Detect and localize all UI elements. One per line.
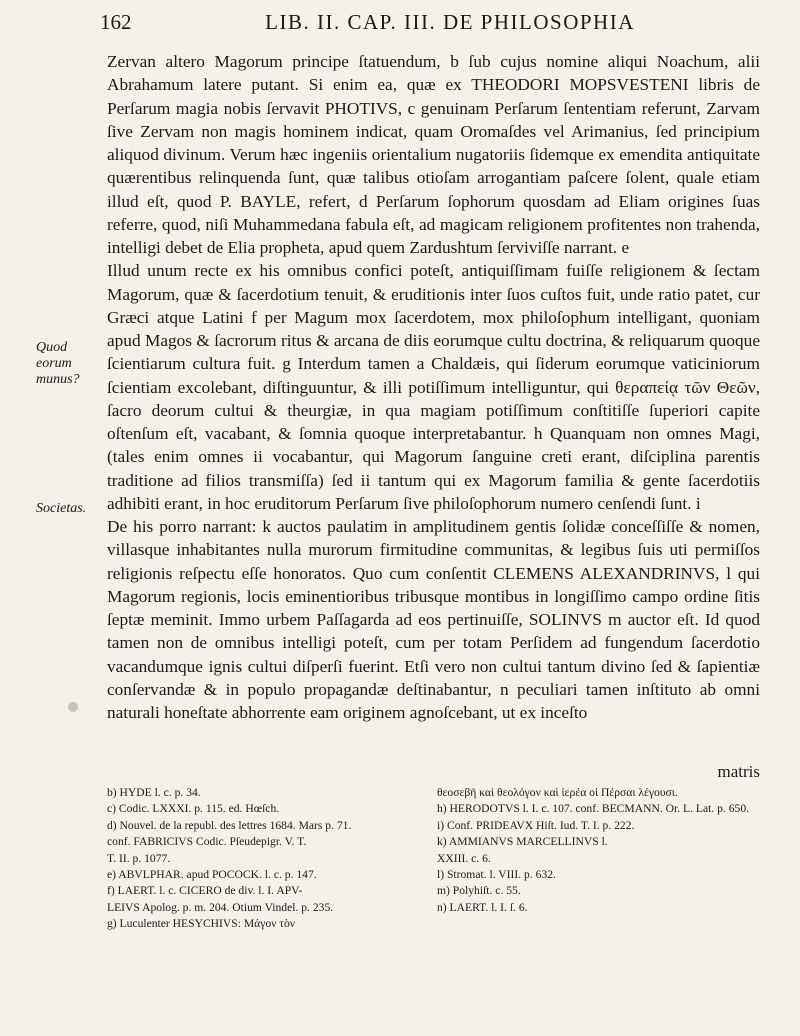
ink-blot: [68, 702, 78, 712]
paragraph: Illud unum recte ex his omnibus confici poteſt, antiquiſſimam fuiſſe religionem & ſectam Magorum, quæ & ſacerdotium tenuit, & eruditionis inter ſuos cuſtos fuit, unde ratio patet, cur Græci atque Latini f per Magum mox ſacerdotem, mox philoſophum intelligant, quoniam apud Magos & ſacrorum ritus & arcana de diis eorumque cultu doctrina, & reliquarum quoque ſcientiarum cultura fuit. g Interdum tamen a Chaldæis, qui ſiderum eorumque vaticiniorum ſcientiam excolebant, diſtinguuntur, & illi potiſſimum intelliguntur, qui θεραπείᾳ τῶν Θεῶν, ſacro deorum cultui & theurgiæ, in qua magiam potiſſimum conſtitiſſe ſuperiori capite oſtenſum eſt, vacabant, & ſomnia quoque interpretabantur. h Quanquam non omnes Magi, (tales enim omnes ii vocabantur, qui Magorum ſanguine creti erant, diſciplina parentis traditione ad filios transmiſſa) ſed ii tantum qui ex Magorum familia & gente ſacerdotiis adhibiti erant, in hoc eruditorum Perſarum ſive philoſophorum numero cenſendi ſunt. i: [107, 261, 760, 513]
footnote-line: T. II. p. 1077.: [107, 851, 171, 865]
footnote-line: XXIII. c. 6.: [437, 851, 491, 865]
footnote-line: m) Polyhiſt. c. 55.: [437, 884, 521, 898]
paragraph: De his porro narrant: k auctos paulatim in amplitudinem gentis ſolidæ conceſſiſſe & nomen, villasque inhabitantes nulla murorum firmitudine communitas, & legibus ſuis uti permiſſos religionis reſpectu eſſe honoratos. Quo cum conſentit CLEMENS ALEXANDRINVS, l qui Magorum regionis, locis eminentioribus tribusque montibus in longiſſimo campo ordine ſitis ſeptæ meminit. Immo urbem Paſſagarda ad eos pertinuiſſe, SOLINVS m auctor eſt. Id quod tamen non de omnibus intelligi poteſt, cum per totam Perſidem ad fungendum ſacerdotio vacandumque ignis cultui diſperſi fuerint. Etſi vero non cultui tantum divino ſed & ſapientiæ conſervandæ & in populo propagandæ deſtinabantur, n peculiari tamen inſtituto ab omni naturali honeſtate abhorrente eam originem agnoſcebant, ut ex inceſto: [107, 517, 760, 722]
margin-note-quod: Quod eorum munus?: [36, 340, 80, 387]
footnote-line: b) HYDE l. c. p. 34.: [107, 786, 201, 799]
footnote-line: e) ABVLPHAR. apud POCOCK. l. c. p. 147.: [107, 868, 317, 882]
main-text: [107, 50, 760, 724]
footnote-line: c) Codic. LXXXI. p. 115. ed. Hœſch.: [107, 802, 280, 816]
footnote-line: n) LAERT. l. I. ſ. 6.: [437, 900, 528, 914]
footnote-line: d) Nouvel. de la republ. des lettres 1684. Mars p. 71.: [107, 818, 352, 832]
page-number: 162: [100, 10, 132, 34]
footnote-line: θεοσεβῆ καὶ θεολόγον καὶ ἱερέα οἱ Πέρσαι λέγουσι.: [437, 786, 678, 799]
footnote-line: h) HERODOTVS l. I. c. 107. conf. BECMANN. Or. L. Lat. p. 650.: [437, 802, 750, 816]
catchword: matris: [717, 762, 760, 781]
running-title: LIB. II. CAP. III. DE PHILOSOPHIA: [265, 10, 635, 34]
footnotes-left-column: [107, 785, 412, 933]
page-header: [100, 10, 740, 42]
paragraph: Zervan altero Magorum principe ſtatuendum, b ſub cujus nomine aliqui Noachum, alii Abrahamum latere putant. Si enim ea, quæ ex THEODORI MOPSVESTENI libris de Perſarum magia nobis ſervavit PHOTIVS, c genuinam Perſarum ſententiam referunt, Zarvam ſive Zervam non magis hominem indicat, quam Oromaſdes vel Arimanius, ſed principium aliquod divinum. Verum hæc ingeniis orientalium nugatoriis ſidemque ex emendita antiquitate quærentibus relinquenda ſunt, quæ talibus otioſam arrogantiam paſcere ſolent, quale etiam illud eſt, quod P. BAYLE, refert, d Perſarum ſophorum quosdam ad Eliam origines ſuas referre, quod, niſi Muhammedana fabula eſt, ad magicam religionem profitentes non trahenda, intelligi debet de Elia propheta, apud quem Zardushtum ſerviviſſe narrant. e: [107, 52, 760, 257]
footnote-line: LEIVS Apolog. p. m. 204. Otium Vindel. p. 235.: [107, 900, 334, 914]
footnote-line: g) Luculenter HESYCHIVS: Μάγον τὸν: [107, 917, 295, 931]
footnote-line: l) Stromat. l. VIII. p. 632.: [437, 868, 556, 882]
footnote-line: f) LAERT. l. c. CICERO de div. l. I. APV-: [107, 884, 303, 898]
footnote-line: conf. FABRICIVS Codic. Pſeudepigr. V. T.: [107, 835, 307, 849]
footnote-line: i) Conf. PRIDEAVX Hiſt. Iud. T. I. p. 222.: [437, 818, 635, 832]
margin-note-societas: Societas.: [36, 501, 87, 516]
footnotes-right-column: [437, 785, 760, 916]
footnote-line: k) AMMIANVS MARCELLINVS l.: [437, 835, 608, 849]
